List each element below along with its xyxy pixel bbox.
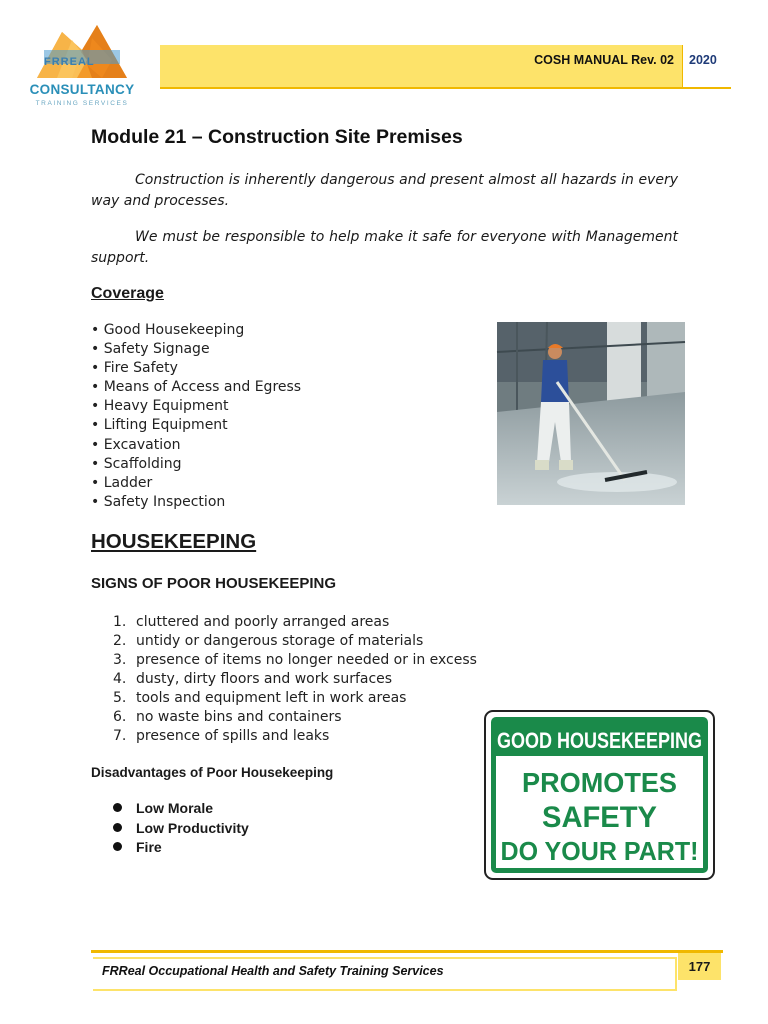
bullet-icon (113, 803, 122, 812)
list-item: • Safety Inspection (91, 493, 226, 510)
good-housekeeping-sign (484, 710, 715, 880)
coverage-heading: Coverage (91, 285, 164, 302)
list-text: Fire (136, 839, 162, 855)
list-item: • Scaffolding (91, 455, 182, 472)
signs-list (113, 613, 477, 746)
list-text: no waste bins and containers (136, 709, 342, 725)
intro-paragraph-1: Construction is inherently dangerous and present almost all hazards in every way and processes. (91, 172, 678, 209)
list-number: 2. (113, 633, 127, 649)
sign-line-4: DO YOUR PART! (500, 836, 699, 866)
list-item (113, 689, 477, 708)
list-number: 5. (113, 690, 127, 706)
page-title: Module 21 – Construction Site Premises (91, 126, 463, 148)
list-item (113, 670, 477, 689)
disadvantages-heading: Disadvantages of Poor Housekeeping (91, 765, 334, 780)
list-text: tools and equipment left in work areas (136, 690, 407, 706)
list-number: 7. (113, 728, 127, 744)
list-item: • Ladder (91, 474, 153, 491)
bullet-icon (113, 823, 122, 832)
list-number: 6. (113, 709, 127, 725)
list-item: • Excavation (91, 436, 181, 453)
company-logo (14, 20, 150, 110)
footer-text: FRReal Occupational Health and Safety Training Services (102, 964, 444, 978)
bullet-icon (113, 842, 122, 851)
list-text: cluttered and poorly arranged areas (136, 614, 390, 630)
list-item (113, 819, 249, 839)
list-number: 4. (113, 671, 127, 687)
housekeeping-heading: HOUSEKEEPING (91, 530, 257, 553)
manual-title: COSH MANUAL Rev. 02 (534, 53, 674, 67)
list-item (113, 799, 249, 819)
list-item (113, 613, 477, 632)
logo-brand: CONSULTANCY (29, 82, 135, 97)
list-item (113, 838, 249, 858)
list-number: 1. (113, 614, 127, 630)
list-text: dusty, dirty floors and work surfaces (136, 671, 393, 687)
logo-wordmark: FRREAL (44, 56, 95, 68)
list-item: • Means of Access and Egress (91, 379, 302, 396)
signs-heading: SIGNS OF POOR HOUSEKEEPING (91, 575, 337, 592)
worker-cleaning-photo (497, 322, 685, 505)
list-number: 3. (113, 652, 127, 668)
list-item: • Safety Signage (91, 341, 210, 358)
sign-line-1: GOOD HOUSEKEEPING (497, 728, 702, 753)
list-item (113, 708, 477, 727)
list-text: presence of items no longer needed or in excess (136, 652, 477, 668)
manual-year: 2020 (689, 53, 717, 67)
list-text: presence of spills and leaks (136, 728, 330, 744)
list-text: Low Morale (136, 800, 214, 816)
page-number: 177 (678, 953, 721, 980)
sign-line-2: PROMOTES (522, 767, 677, 798)
disadvantages-list (113, 799, 249, 858)
sign-line-3: SAFETY (542, 801, 657, 834)
list-item: • Lifting Equipment (91, 417, 228, 434)
list-text: Low Productivity (136, 819, 249, 836)
list-item: • Fire Safety (91, 360, 178, 377)
logo-subtitle: TRAINING SERVICES (35, 100, 129, 107)
header-bar (160, 45, 682, 89)
list-text: untidy or dangerous storage of materials (136, 633, 424, 649)
list-item (113, 632, 477, 651)
list-item (113, 727, 477, 746)
coverage-list (91, 321, 301, 512)
header-year-box (682, 45, 731, 89)
list-item: • Good Housekeeping (91, 322, 245, 338)
list-item: • Heavy Equipment (91, 398, 229, 415)
intro-paragraph-2: We must be responsible to help make it safe for everyone with Management support. (91, 229, 678, 266)
footer-rule (91, 950, 723, 953)
logo-mountain-icon (32, 20, 132, 80)
list-item (113, 651, 477, 670)
